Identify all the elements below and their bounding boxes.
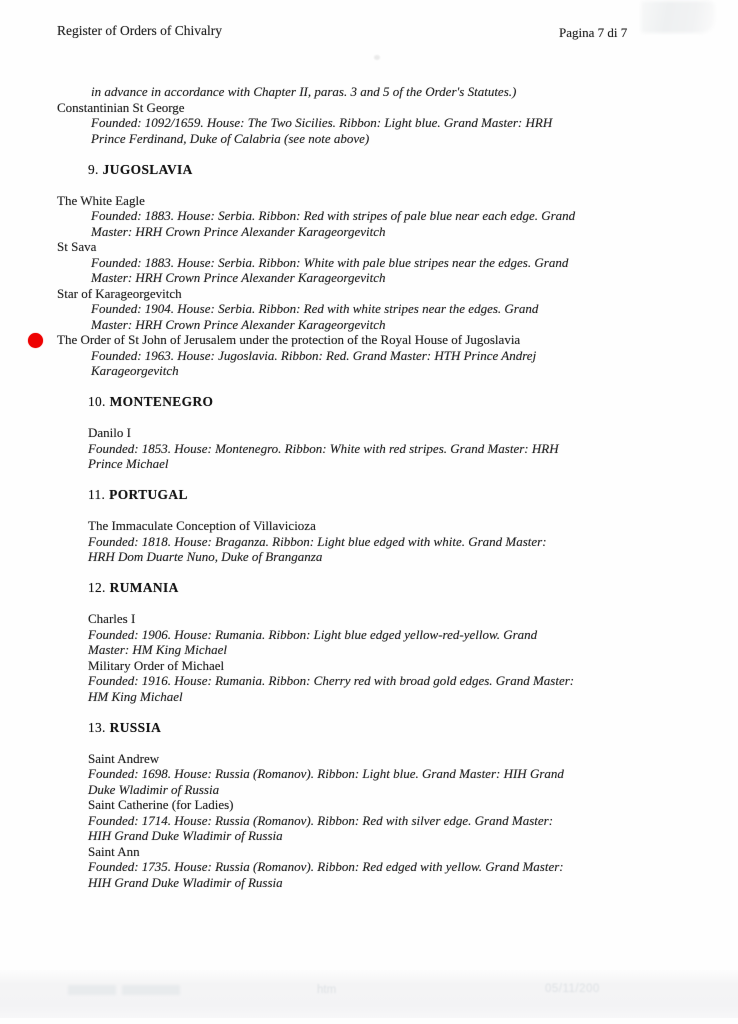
order-entry	[57, 518, 657, 565]
order-details-line: Duke Wladimir of Russia	[88, 781, 220, 797]
section-label: PORTUGAL	[109, 487, 188, 502]
order-details-line: HM King Michael	[88, 688, 183, 704]
order-details-line: Founded: 1904. House: Serbia. Ribbon: Red with white stripes near the edges. Grand	[91, 301, 539, 316]
footer-illegible-text	[122, 985, 180, 995]
order-entry	[57, 797, 657, 844]
order-name: The Immaculate Conception of Villavicioza	[88, 518, 316, 533]
section-heading-montenegro	[57, 394, 657, 410]
section-label: RUMANIA	[109, 580, 179, 595]
order-details-line: HIH Grand Duke Wladimir of Russia	[88, 874, 283, 890]
continuation-text: in advance in accordance with Chapter II, paras. 3 and 5 of the Order's Statutes.)	[91, 84, 517, 99]
section-heading-jugoslavia	[57, 162, 657, 178]
order-details-line: Prince Michael	[88, 456, 169, 471]
order-name: Saint Ann	[88, 843, 140, 859]
order-details-line: Karageorgevitch	[91, 363, 179, 378]
order-details-line: Master: HRH Crown Prince Alexander Karageorgevitch	[91, 223, 386, 239]
order-entry	[57, 425, 657, 472]
order-entry	[57, 751, 657, 798]
scan-corner-artifact	[641, 1, 715, 33]
section-number: 10.	[88, 394, 106, 409]
page-number: Pagina 7 di 7	[559, 25, 628, 40]
scan-footer-band	[0, 970, 738, 1018]
order-details-line: Founded: 1698. House: Russia (Romanov). Ribbon: Light blue. Grand Master: HIH Grand	[88, 766, 564, 781]
order-details-line: Founded: 1735. House: Russia (Romanov). Ribbon: Red edged with yellow. Grand Master:	[88, 859, 564, 874]
order-entry	[57, 239, 657, 286]
order-name: Constantinian St George	[57, 99, 185, 115]
order-details-line: Master: HRH Crown Prince Alexander Karageorgevitch	[91, 270, 386, 285]
order-name: The White Eagle	[57, 192, 145, 208]
order-details-line: Master: HRH Crown Prince Alexander Karageorgevitch	[91, 316, 386, 332]
order-name: The Order of St John of Jerusalem under the protection of the Royal House of Jugoslavia	[57, 332, 521, 347]
section-number: 13.	[88, 719, 106, 735]
section-number: 12.	[88, 580, 106, 595]
order-details-line: Founded: 1092/1659. House: The Two Sicilies. Ribbon: Light blue. Grand Master: HRH	[91, 115, 553, 130]
footer-filename-fragment: htm	[317, 984, 337, 996]
section-heading-russia	[57, 720, 657, 736]
order-name: Military Order of Michael	[88, 657, 225, 673]
red-dot-marker	[28, 333, 43, 348]
order-name: Saint Catherine (for Ladies)	[88, 797, 234, 812]
footer-date: 05/11/200	[545, 983, 600, 995]
order-entry	[57, 658, 657, 705]
section-label: JUGOSLAVIA	[102, 161, 193, 177]
order-name: Saint Andrew	[88, 750, 160, 766]
order-entry	[57, 100, 657, 147]
document-body	[57, 84, 657, 890]
order-name: Danilo I	[88, 425, 131, 440]
section-number: 11.	[88, 487, 106, 502]
footer-illegible-text	[68, 985, 116, 995]
section-number: 9.	[88, 161, 99, 177]
section-label: MONTENEGRO	[109, 394, 214, 409]
order-name: Star of Karageorgevitch	[57, 285, 182, 301]
order-details-line: Prince Ferdinand, Duke of Calabria (see note above)	[91, 130, 370, 146]
order-details-line: Founded: 1883. House: Serbia. Ribbon: White with pale blue stripes near the edges. Grand	[91, 254, 569, 270]
order-entry	[57, 193, 657, 240]
order-details-line: Founded: 1906. House: Rumania. Ribbon: Light blue edged yellow-red-yellow. Grand	[88, 626, 538, 642]
scan-speck	[374, 55, 380, 60]
order-details-line: Master: HM King Michael	[88, 642, 228, 657]
order-details-line: HIH Grand Duke Wladimir of Russia	[88, 828, 283, 843]
order-details-line: Founded: 1818. House: Braganza. Ribbon: Light blue edged with white. Grand Master:	[88, 533, 547, 549]
order-name: Charles I	[88, 611, 136, 626]
order-name: St Sava	[57, 239, 97, 254]
order-details-line: Founded: 1963. House: Jugoslavia. Ribbon: Red. Grand Master: HTH Prince Andrej	[91, 347, 537, 363]
order-details-line: Founded: 1916. House: Rumania. Ribbon: Cherry red with broad gold edges. Grand Master:	[88, 673, 575, 688]
order-details-line: HRH Dom Duarte Nuno, Duke of Branganza	[88, 549, 323, 564]
order-details-line: Founded: 1883. House: Serbia. Ribbon: Red with stripes of pale blue near each edge. Grand	[91, 208, 576, 223]
order-details-line: Founded: 1853. House: Montenegro. Ribbon: White with red stripes. Grand Master: HRH	[88, 440, 559, 456]
section-heading-rumania	[57, 580, 657, 596]
order-entry	[57, 611, 657, 658]
section-label: RUSSIA	[109, 719, 162, 735]
order-entry	[57, 844, 657, 891]
order-entry-marked	[57, 332, 657, 379]
order-details-line: Founded: 1714. House: Russia (Romanov). Ribbon: Red with silver edge. Grand Master:	[88, 812, 554, 828]
document-title: Register of Orders of Chivalry	[57, 23, 222, 38]
section-heading-portugal	[57, 487, 657, 503]
order-entry	[57, 286, 657, 333]
